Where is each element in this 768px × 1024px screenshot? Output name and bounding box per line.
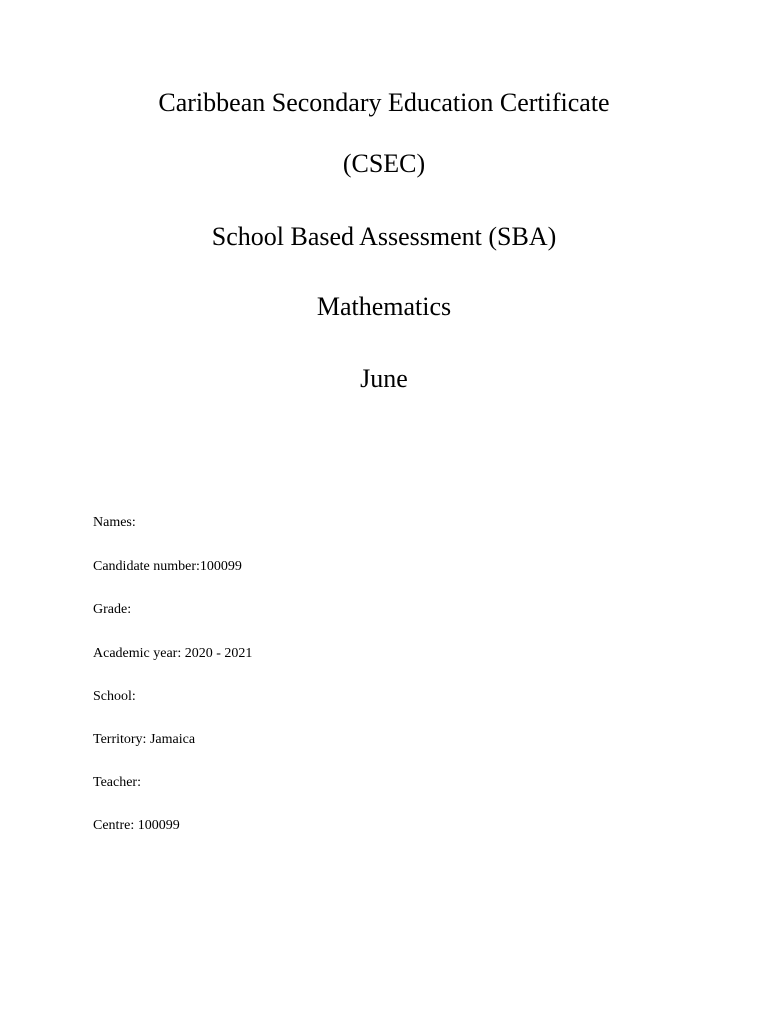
centre-field: Centre: 100099 bbox=[93, 818, 180, 833]
session-month: June bbox=[360, 364, 408, 393]
grade-field: Grade: bbox=[93, 602, 132, 617]
exam-body-acronym: (CSEC) bbox=[342, 149, 426, 178]
names-field: Names: bbox=[93, 515, 136, 530]
academic-year-field: Academic year: 2020 - 2021 bbox=[93, 646, 253, 661]
school-field: School: bbox=[93, 689, 136, 704]
territory-field: Territory: Jamaica bbox=[93, 732, 196, 747]
candidate-number-field: Candidate number:100099 bbox=[93, 559, 242, 574]
exam-body-title: Caribbean Secondary Education Certificate bbox=[158, 88, 610, 117]
assessment-type-title: School Based Assessment (SBA) bbox=[211, 222, 557, 251]
subject-title: Mathematics bbox=[316, 292, 452, 321]
teacher-field: Teacher: bbox=[93, 775, 141, 790]
